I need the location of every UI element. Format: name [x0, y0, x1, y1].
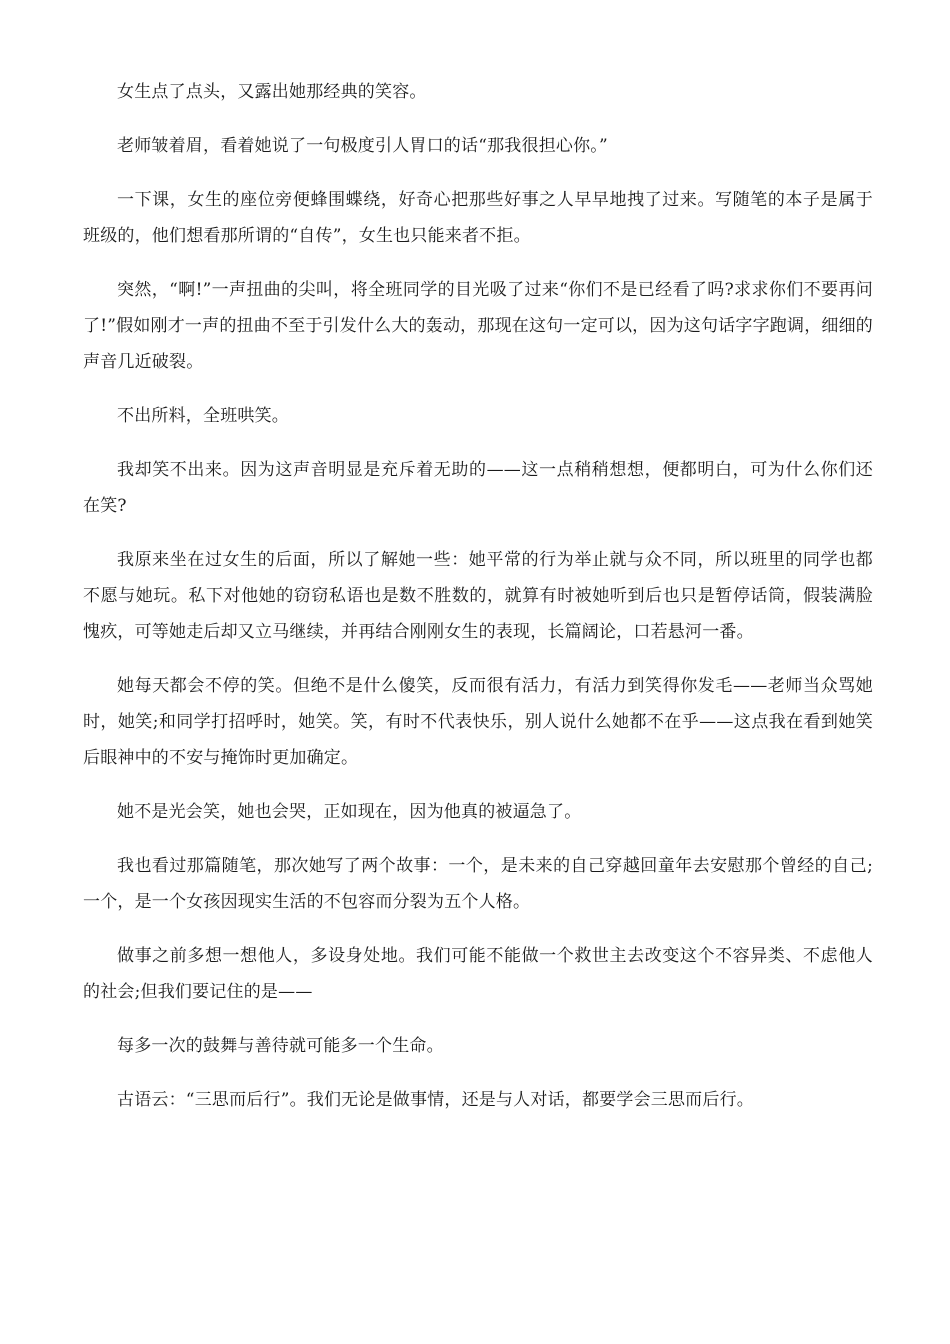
- paragraph: 老师皱着眉，看着她说了一句极度引人胃口的话“那我很担心你。”: [117, 136, 608, 156]
- paragraph: 做事之前多想一想他人，多设身处地。我们可能不能做一个救世主去改变这个不容异类、不虑他人的社会;但我们要记住的是——: [83, 946, 873, 1002]
- paragraph: 古语云：“三思而后行”。我们无论是做事情，还是与人对话，都要学会三思而后行。: [117, 1090, 754, 1110]
- paragraph: 她每天都会不停的笑。但绝不是什么傻笑，反而很有活力，有活力到笑得你发毛——老师当众骂她时，她笑;和同学打招呼时，她笑。笑，有时不代表快乐，别人说什么她都不在乎——这点我在看到她笑后眼神中的不安与掩饰时更加确定。: [83, 676, 873, 768]
- paragraph: 每多一次的鼓舞与善待就可能多一个生命。: [117, 1036, 444, 1056]
- paragraph: 不出所料，全班哄笑。: [117, 406, 289, 426]
- paragraph: 女生点了点头，又露出她那经典的笑容。: [117, 82, 427, 102]
- paragraph: 我也看过那篇随笔，那次她写了两个故事：一个，是未来的自己穿越回童年去安慰那个曾经的自己;一个，是一个女孩因现实生活的不包容而分裂为五个人格。: [83, 856, 873, 912]
- document-body: [83, 74, 873, 1136]
- paragraph: 她不是光会笑，她也会哭，正如现在，因为他真的被逼急了。: [117, 802, 582, 822]
- paragraph: 我却笑不出来。因为这声音明显是充斥着无助的——这一点稍稍想想，便都明白，可为什么你们还在笑?: [83, 460, 873, 516]
- paragraph: 我原来坐在过女生的后面，所以了解她一些：她平常的行为举止就与众不同，所以班里的同学也都不愿与她玩。私下对他她的窃窃私语也是数不胜数的，就算有时被她听到后也只是暂停话筒，假装满脸愧疚，可等她走后却又立马继续，并再结合刚刚女生的表现，长篇阔论，口若悬河一番。: [83, 550, 873, 642]
- paragraph: 一下课，女生的座位旁便蜂围蝶绕，好奇心把那些好事之人早早地拽了过来。写随笔的本子是属于班级的，他们想看那所谓的“自传”，女生也只能来者不拒。: [83, 190, 873, 246]
- paragraph: 突然，“啊!”一声扭曲的尖叫，将全班同学的目光吸了过来“你们不是已经看了吗?求求你们不要再问了!”假如刚才一声的扭曲不至于引发什么大的轰动，那现在这句一定可以，因为这句话字字跑调，细细的声音几近破裂。: [83, 280, 873, 372]
